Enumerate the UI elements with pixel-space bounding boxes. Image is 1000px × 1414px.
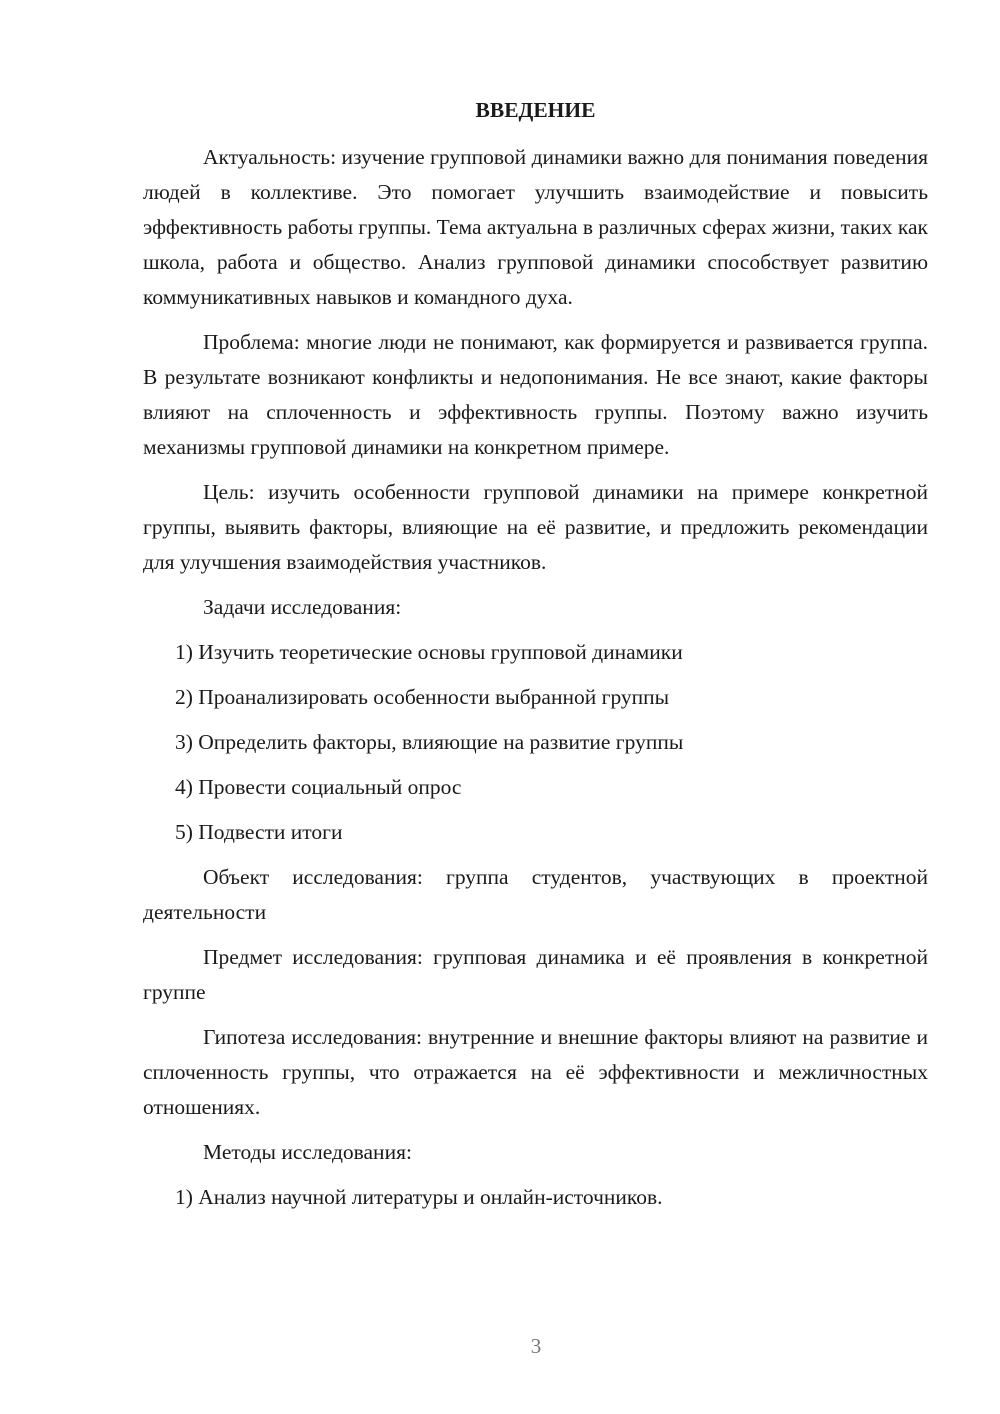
methods-label: Методы исследования: — [203, 1140, 412, 1164]
page-number: 3 — [530, 1334, 542, 1358]
tasks-label: Задачи исследования: — [203, 595, 402, 619]
task-item: 5) Подвести итоги — [175, 820, 343, 844]
hypothesis-paragraph: Гипотеза исследования: внутренние и внешние факторы влияют на развитие и сплоченность группы, что отражается на её эффективности и межличностных отношениях. — [143, 1025, 928, 1119]
method-item: 1) Анализ научной литературы и онлайн-источников. — [175, 1185, 663, 1209]
task-item: 1) Изучить теоретические основы групповой динамики — [175, 640, 683, 664]
goal-paragraph: Цель: изучить особенности групповой динамики на примере конкретной группы, выявить факторы, влияющие на её развитие, и предложить рекомендации для улучшения взаимодействия участников. — [143, 480, 928, 574]
subject-paragraph: Предмет исследования: групповая динамика и её проявления в конкретной группе — [143, 945, 928, 1004]
task-item: 4) Провести социальный опрос — [175, 775, 462, 799]
section-title: ВВЕДЕНИЕ — [475, 98, 596, 122]
task-item: 2) Проанализировать особенности выбранной группы — [175, 685, 670, 709]
document-page — [143, 92, 928, 1225]
object-paragraph: Объект исследования: группа студентов, участвующих в проектной деятельности — [143, 865, 928, 924]
problem-paragraph: Проблема: многие люди не понимают, как формируется и развивается группа. В результате возникают конфликты и недопонимания. Не все знают, какие факторы влияют на сплоченность и эффективность группы. Поэтому важно изучить механизмы групповой динамики на конкретном примере. — [143, 330, 928, 459]
task-item: 3) Определить факторы, влияющие на развитие группы — [175, 730, 684, 754]
relevance-paragraph: Актуальность: изучение групповой динамики важно для понимания поведения людей в коллективе. Это помогает улучшить взаимодействие и повысить эффективность работы группы. Тема актуальна в различных сферах жизни, таких как школа, работа и общество. Анализ групповой динамики способствует развитию коммуникативных навыков и командного духа. — [143, 145, 929, 309]
